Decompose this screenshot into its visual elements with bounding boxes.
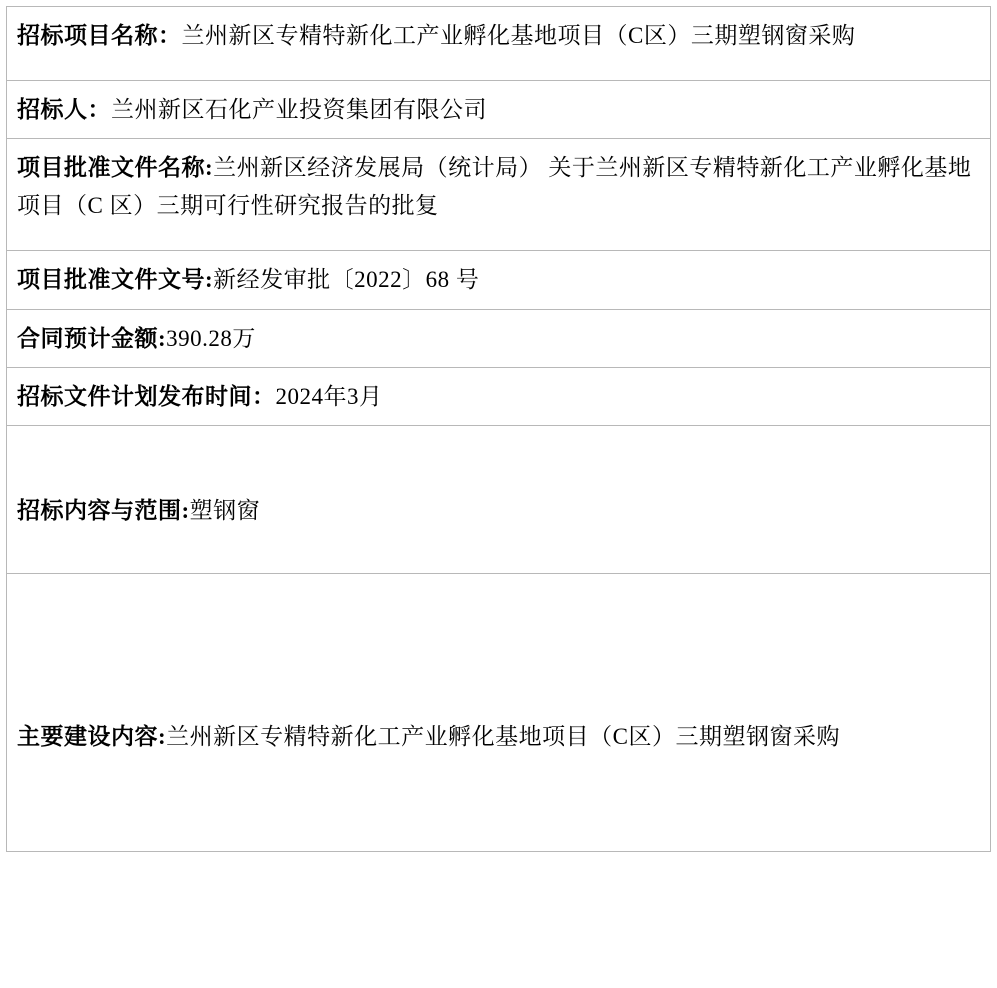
- table-cell-contract-amount: [7, 309, 991, 367]
- table-row-main-content: [7, 574, 991, 852]
- value-scope: 塑钢窗: [189, 497, 261, 523]
- table-row-approval-doc-name: [7, 139, 991, 251]
- table-cell-project-name: [7, 7, 991, 81]
- label-release-time: 招标文件计划发布时间：: [17, 383, 276, 409]
- label-approval-doc-name: 项目批准文件名称:: [17, 155, 214, 181]
- value-tenderee: 兰州新区石化产业投资集团有限公司: [111, 97, 487, 122]
- table-row-approval-doc-number: [7, 251, 991, 309]
- label-tenderee: 招标人：: [17, 97, 111, 122]
- value-release-time: 2024年3月: [275, 383, 383, 409]
- table-row-tenderee: [7, 81, 991, 139]
- table-row-release-time: [7, 367, 991, 425]
- table-cell-tenderee: [7, 81, 991, 139]
- label-project-name: 招标项目名称：: [17, 23, 182, 48]
- label-scope: 招标内容与范围:: [17, 497, 190, 523]
- value-project-name: 兰州新区专精特新化工产业孵化基地项目（C区）三期塑钢窗采购: [181, 23, 856, 48]
- value-contract-amount: 390.28万: [166, 325, 256, 351]
- table-cell-approval-doc-name: [7, 139, 991, 251]
- table-cell-approval-doc-number: [7, 251, 991, 309]
- label-contract-amount: 合同预计金额:: [17, 325, 167, 351]
- label-approval-doc-number: 项目批准文件文号:: [17, 267, 214, 293]
- tender-info-table: [6, 6, 991, 852]
- table-cell-scope: [7, 426, 991, 574]
- value-approval-doc-number: 新经发审批〔2022〕68 号: [213, 267, 480, 293]
- value-main-content: 兰州新区专精特新化工产业孵化基地项目（C区）三期塑钢窗采购: [166, 723, 841, 749]
- table-row-project-name: [7, 7, 991, 81]
- table-cell-main-content: [7, 574, 991, 852]
- value-approval-doc-name: 兰州新区经济发展局（统计局） 关于兰州新区专精特新化工产业孵化基地项目（C 区）三期可行性研究报告的批复: [17, 155, 972, 218]
- table-cell-release-time: [7, 367, 991, 425]
- page-bottom-spacer: [0, 852, 997, 880]
- table-row-scope: [7, 426, 991, 574]
- table-row-contract-amount: [7, 309, 991, 367]
- label-main-content: 主要建设内容:: [17, 723, 167, 749]
